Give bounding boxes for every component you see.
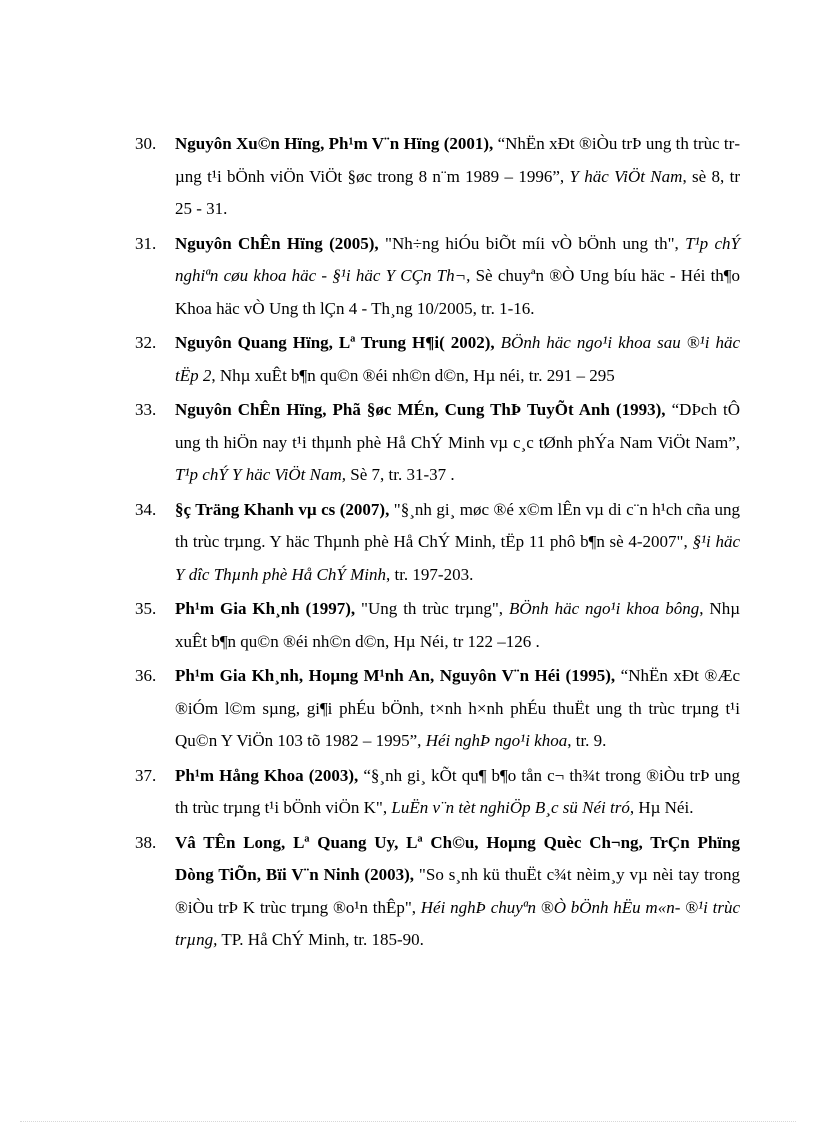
reference-number: 37. [135,765,157,785]
reference-text: , sè 8, tr 25 - 31. [175,166,740,218]
reference-number: 31. [135,233,157,253]
reference-item [135,827,740,957]
reference-item [135,760,740,825]
reference-text: "Nh÷ng hiÓu biÕt míi vÒ bÖnh ung th", [378,233,686,253]
reference-body [175,128,740,226]
reference-source-title: Y häc ViÖt Nam [569,166,683,186]
reference-number: 35. [135,599,157,618]
reference-source-title: T¹p chÝ Y häc ViÖt Nam, [175,465,347,484]
reference-authors: Ph¹m Hång Khoa (2003), [175,765,359,785]
reference-text: , Hµ Néi. [629,798,694,817]
reference-authors: Ph¹m Gia Kh¸nh, Hoµng M¹nh An, Nguyôn V¨n Héi (1995), [175,666,616,685]
reference-text: "Ung th trùc trµng", [355,599,509,618]
reference-body [175,760,740,825]
reference-item [135,128,740,226]
reference-number: 34. [135,499,157,519]
reference-item [135,327,740,392]
reference-body [175,827,740,957]
reference-authors: §ç Träng Khanh vµ cs (2007), [175,499,390,519]
reference-text: TP. Hå ChÝ Minh, tr. 185-90. [217,930,424,949]
reference-number: 38. [135,832,157,852]
reference-source-title: BÖnh häc ngo¹i khoa sau ®¹i häc tËp 2 [175,333,740,385]
reference-body [175,494,740,592]
reference-number: 30. [135,134,157,153]
reference-text: Sè 7, tr. 31-37 . [346,465,455,484]
reference-body [175,593,740,658]
reference-source-title: T¹p chÝ nghiªn cøu khoa häc - §¹i häc Y CÇn Th¬ [175,233,740,285]
reference-authors: Nguyôn ChÊn Hïng (2005), [175,233,379,253]
reference-body [175,660,740,758]
reference-number: 36. [135,666,157,685]
reference-body [175,327,740,392]
reference-text: "So s¸nh kü thuËt c¾t nèim¸y vµ nèi tay trong ®iÒu trÞ K trùc trµng ®o¹n thÊp", [175,865,740,917]
reference-item [135,593,740,658]
reference-text: , tr. 197-203. [385,564,474,584]
reference-item [135,228,740,326]
reference-text: “NhËn xÐt ®iÒu trÞ ung th trùc trµng t¹i bÖnh viÖn ViÖt §øc trong 8 n¨m 1989 – 1996”, [175,134,740,186]
reference-number: 32. [135,333,157,352]
reference-number: 33. [135,400,157,419]
reference-body [175,394,740,492]
reference-source-title: LuËn v¨n tèt nghiÖp B¸c sü Néi tró [391,798,630,817]
reference-text: "§¸nh gi¸ møc ®é x©m lÊn vµ di c¨n h¹ch cña ung th trùc trµng. Y häc Thµnh phè Hå ChÝ Minh, tËp 11 phô b¶n sè 4-2007", [175,499,740,551]
reference-text: “NhËn xÐt ®Æc ®iÓm l©m sµng, gi¶i phÉu bÖnh, t×nh h×nh phÉu thuËt ung th trùc trµng t¹i Qu©n Y ViÖn 103 tõ 1982 – 1995”, [175,666,740,750]
reference-source-title: BÖnh häc ngo¹i khoa bông [508,599,700,618]
reference-source-title: Héi nghÞ ngo¹i khoa [425,731,568,750]
reference-authors: Vâ TÊn Long, Lª Quang Uy, Lª Ch©u, Hoµng Quèc Ch¬ng, TrÇn Phïng Dòng TiÕn, Bïi V¨n Ninh (2003), [175,832,740,884]
reference-body [175,228,740,326]
reference-source-title: Héi nghÞ chuyªn ®Ò bÖnh hËu m«n- ®¹i trùc trµng, [175,897,740,949]
reference-authors: Nguyôn Xu©n Hïng, Ph¹m V¨n Hïng (2001), [175,134,494,153]
reference-text: “DÞch tÔ ung th hiÖn nay t¹i thµnh phè Hå ChÝ Minh vµ c¸c tØnh phÝa Nam ViÖt Nam”, [175,400,740,452]
reference-item [135,494,740,592]
reference-text: , tr. 9. [567,731,607,750]
reference-authors: Nguyôn Quang Hïng, Lª Trung H¶i( 2002), [175,333,495,352]
reference-list [135,128,740,957]
reference-item [135,660,740,758]
reference-text: , Sè chuyªn ®Ò Ung bíu häc - Héi th¶o Khoa häc vÒ Ung th lÇn 4 - Th¸ng 10/2005, tr. 1-16. [175,266,741,318]
reference-text: , Nhµ xuÊt b¶n qu©n ®éi nh©n d©n, Hµ Néi, tr 122 –126 . [175,599,740,651]
page-bottom-divider [20,1121,796,1122]
reference-source-title: §¹i häc Y dîc Thµnh phè Hå ChÝ Minh [175,532,740,584]
reference-item [135,394,740,492]
reference-authors: Nguyôn ChÊn Hïng, Phã §øc MÉn, Cung ThÞ TuyÕt Anh (1993), [175,400,666,419]
reference-text: , Nhµ xuÊt b¶n qu©n ®éi nh©n d©n, Hµ néi, tr. 291 – 295 [211,365,615,385]
reference-text: “§¸nh gi¸ kÕt qu¶ b¶o tån c¬ th¾t trong ®iÒu trÞ ung th trùc trµng t¹i bÖnh viÖn K", [175,765,741,817]
reference-authors: Ph¹m Gia Kh¸nh (1997), [175,599,356,618]
